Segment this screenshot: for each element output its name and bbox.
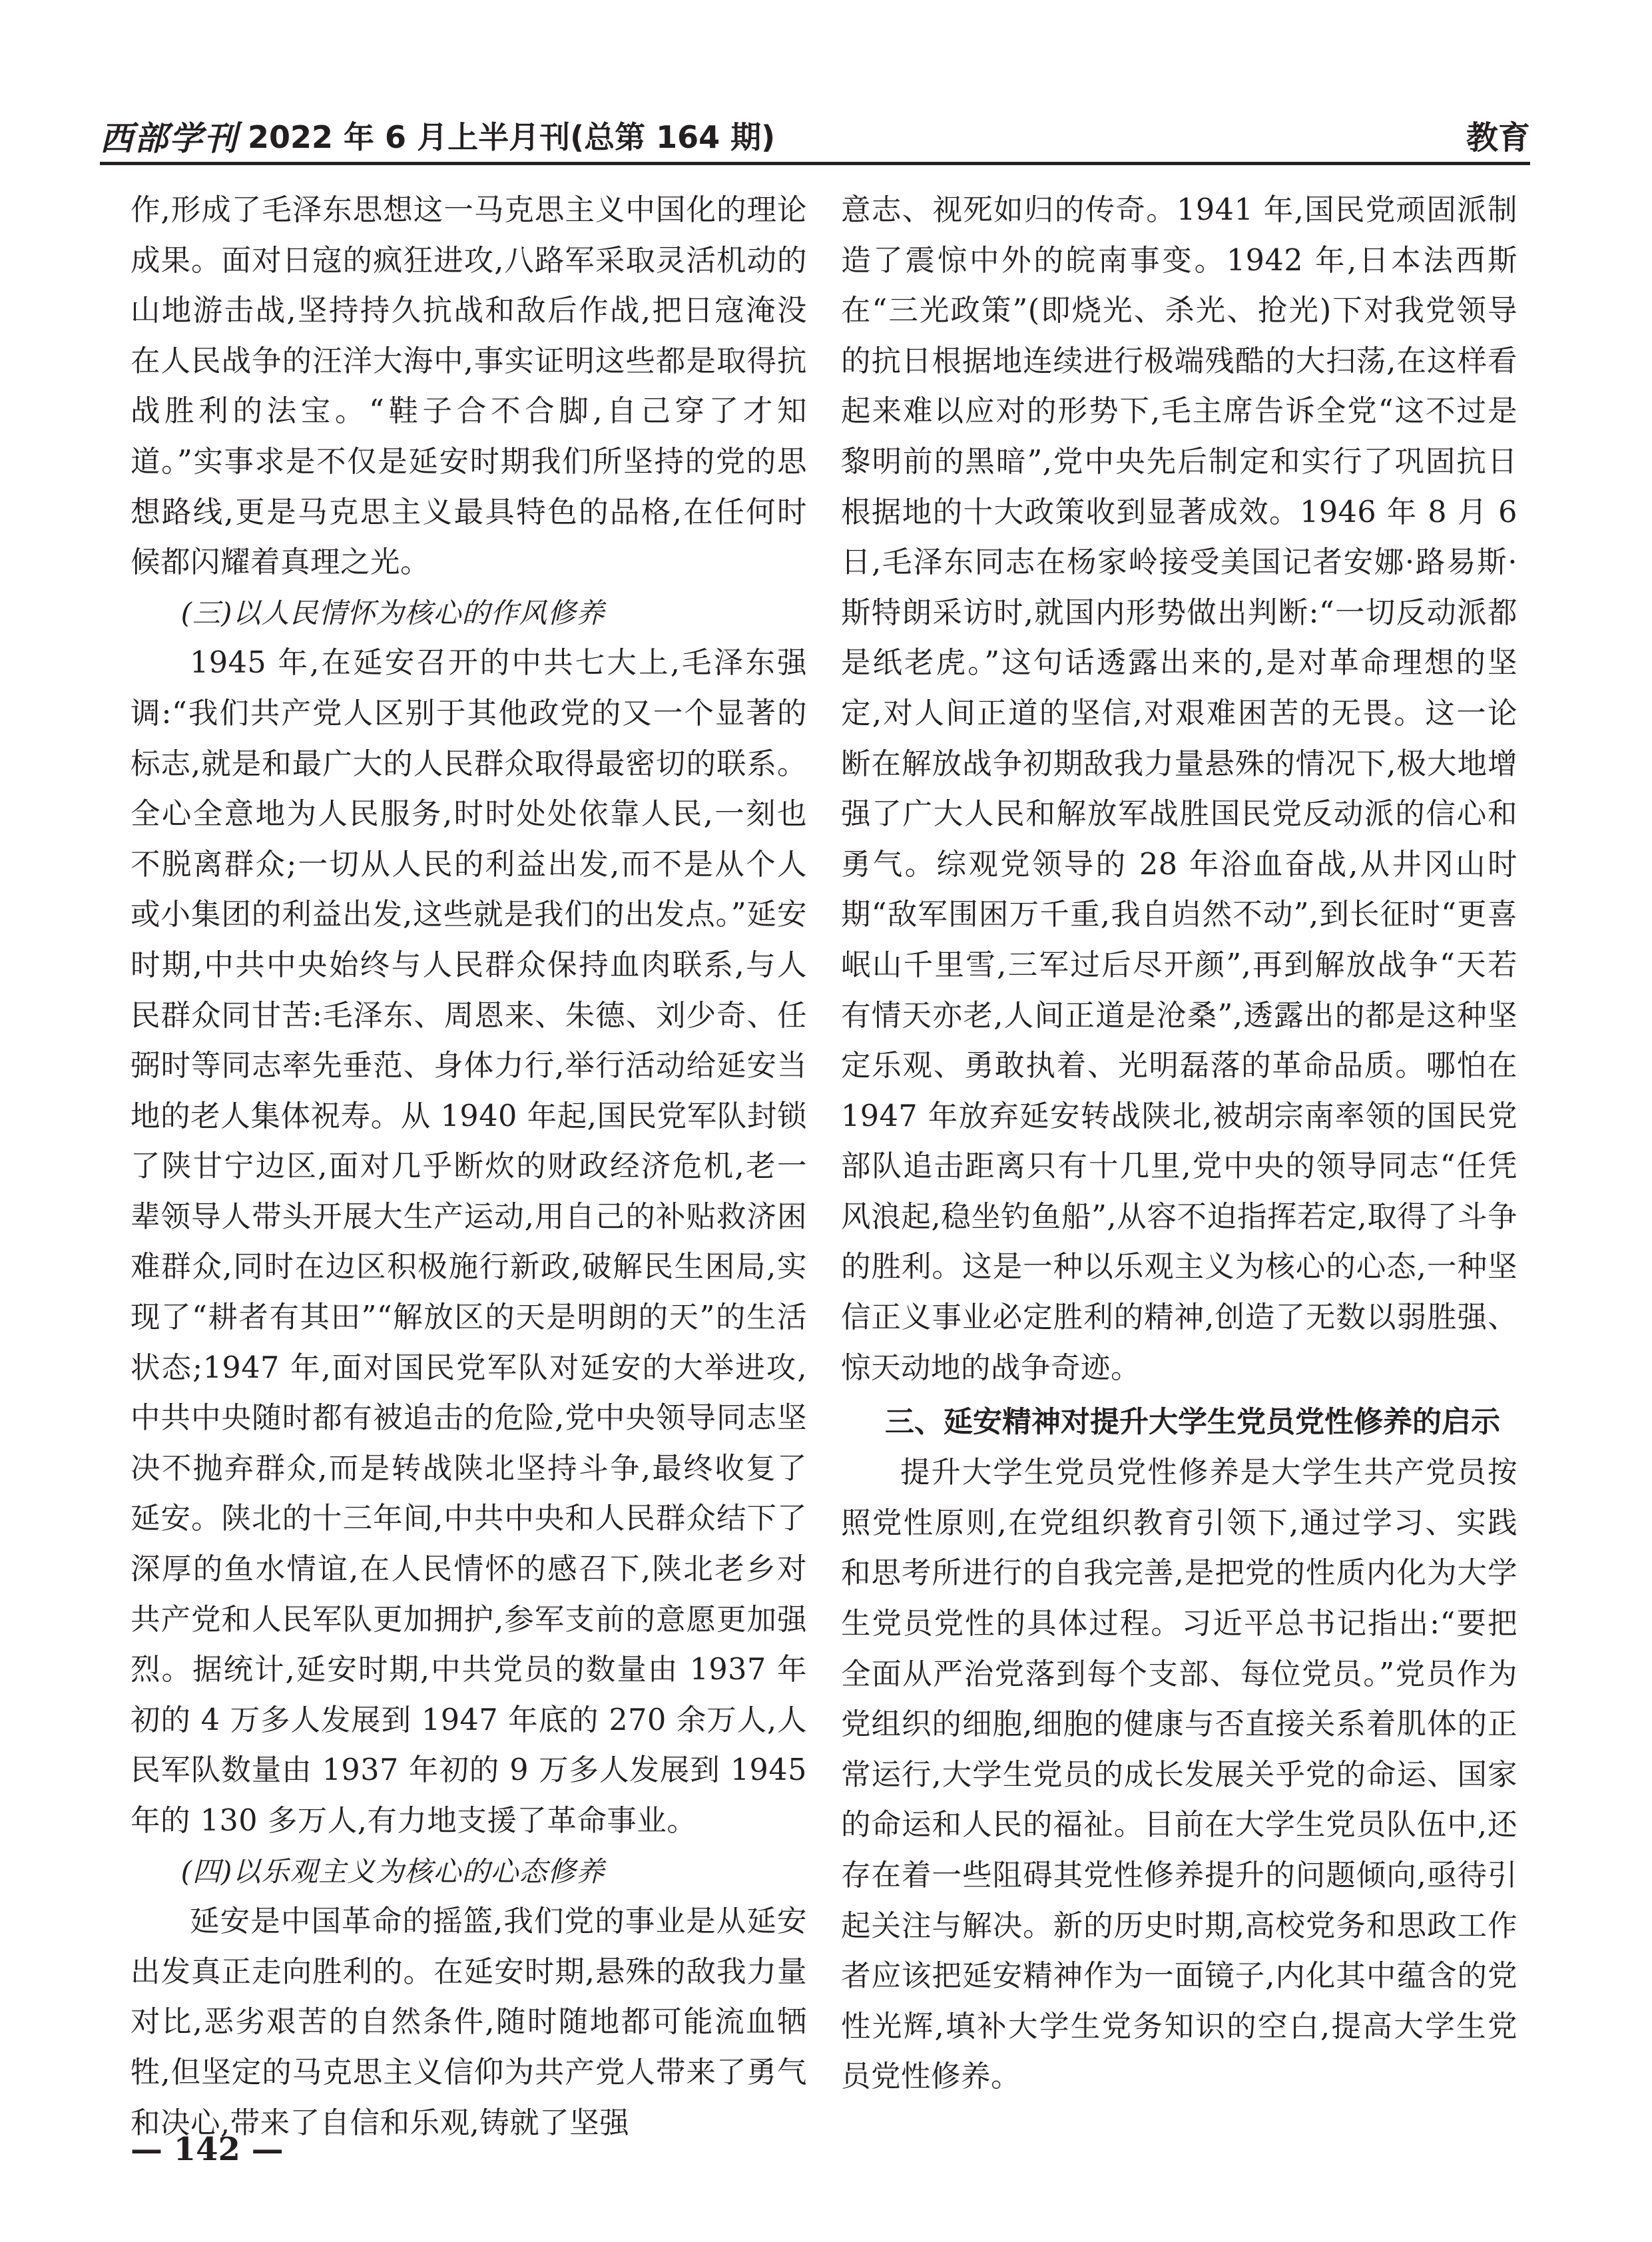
- subsection-heading: (三)以人民情怀为核心的作风修养: [180, 596, 605, 629]
- left-column: [131, 185, 807, 2148]
- paragraph: 延安是中国革命的摇篮,我们党的事业是从延安出发真正走向胜利的。在延安时期,悬殊的敌我力量对比,恶劣艰苦的自然条件,随时随地都可能流血牺牲,但坚定的马克思主义信仰为共产党人带来了勇气和决心,带来了自信和乐观,铸就了坚强: [131, 1904, 807, 2140]
- paragraph: 意志、视死如归的传奇。1941 年,国民党顽固派制造了震惊中外的皖南事变。1942 年,日本法西斯在“三光政策”(即烧光、杀光、抢光)下对我党领导的抗日根据地连续进行极端残酷的大扫荡,在这样看起来难以应对的形势下,毛主席告诉全党“这不过是黎明前的黑暗”,党中央先后制定和实行了巩固抗日根据地的十大政策收到显著成效。1946 年 8 月 6 日,毛泽东同志在杨家岭接受美国记者安娜·路易斯·斯特朗采访时,就国内形势做出判断:“一切反动派都是纸老虎。”这句话透露出来的,是对革命理想的坚定,对人间正道的坚信,对艰难困苦的无畏。这一论断在解放战争初期敌我力量悬殊的情况下,极大地增强了广大人民和解放军战胜国民党反动派的信心和勇气。综观党领导的 28 年浴血奋战,从井冈山时期“敌军围困万千重,我自岿然不动”,到长征时“更喜岷山千里雪,三军过后尽开颜”,再到解放战争“天若有情天亦老,人间正道是沧桑”,透露出的都是这种坚定乐观、勇敢执着、光明磊落的革命品质。哪怕在 1947 年放弃延安转战陕北,被胡宗南率领的国民党部队追击距离只有十几里,党中央的领导同志“任凭风浪起,稳坐钓鱼船”,从容不迫指挥若定,取得了斗争的胜利。这是一种以乐观主义为核心的心态,一种坚信正义事业必定胜利的精神,创造了无数以弱胜强、惊天动地的战争奇迹。: [841, 193, 1517, 1385]
- paragraph: 提升大学生党员党性修养是大学生共产党员按照党性原则,在党组织教育引领下,通过学习、实践和思考所进行的自我完善,是把党的性质内化为大学生党员党性的具体过程。习近平总书记指出:“要把全面从严治党落到每个支部、每位党员。”党员作为党组织的细胞,细胞的健康与否直接关系着肌体的正常运行,大学生党员的成长发展关乎党的命运、国家的命运和人民的福祉。目前在大学生党员队伍中,还存在着一些阻碍其党性修养提升的问题倾向,亟待引起关注与解决。新的历史时期,高校党务和思政工作者应该把延安精神作为一面镜子,内化其中蕴含的党性光辉,填补大学生党务知识的空白,提高大学生党员党性修养。: [841, 1456, 1517, 2094]
- page-header: [100, 112, 1530, 165]
- journal-logo: 西部学刊: [100, 119, 238, 158]
- paragraph: 作,形成了毛泽东思想这一马克思主义中国化的理论成果。面对日寇的疯狂进攻,八路军采取灵活机动的山地游击战,坚持持久抗战和敌后作战,把日寇淹没在人民战争的汪洋大海中,事实证明这些都是取得抗战胜利的法宝。“鞋子合不合脚,自己穿了才知道。”实事求是不仅是延安时期我们所坚持的党的思想路线,更是马克思主义最具特色的品格,在任何时候都闪耀着真理之光。: [131, 193, 807, 580]
- section-heading: 三、延安精神对提升大学生党员党性修养的启示: [885, 1405, 1500, 1440]
- page-number: — 142 —: [131, 2131, 284, 2168]
- subsection-heading: (四)以乐观主义为核心的心态修养: [180, 1854, 605, 1888]
- section-label: 教育: [1466, 119, 1530, 156]
- paragraph: 1945 年,在延安召开的中共七大上,毛泽东强调:“我们共产党人区别于其他政党的又一个显著的标志,就是和最广大的人民群众取得最密切的联系。全心全意地为人民服务,时时处处依靠人民,一刻也不脱离群众;一切从人民的利益出发,而不是从个人或小集团的利益出发,这些就是我们的出发点。”延安时期,中共中央始终与人民群众保持血肉联系,与人民群众同甘苦:毛泽东、周恩来、朱德、刘少奇、任弼时等同志率先垂范、身体力行,举行活动给延安当地的老人集体祝寿。从 1940 年起,国民党军队封锁了陕甘宁边区,面对几乎断炊的财政经济危机,老一辈领导人带头开展大生产运动,用自己的补贴救济困难群众,同时在边区积极施行新政,破解民生困局,实现了“耕者有其田”“解放区的天是明朗的天”的生活状态;1947 年,面对国民党军队对延安的大举进攻,中共中央随时都有被追击的危险,党中央领导同志坚决不抛弃群众,而是转战陕北坚持斗争,最终收复了延安。陕北的十三年间,中共中央和人民群众结下了深厚的鱼水情谊,在人民情怀的感召下,陕北老乡对共产党和人民军队更加拥护,参军支前的意愿更加强烈。据统计,延安时期,中共党员的数量由 1937 年初的 4 万多人发展到 1947 年底的 270 余万人,人民军队数量由 1937 年初的 9 万多人发展到 1945 年的 130 多万人,有力地支援了革命事业。: [131, 646, 807, 1838]
- header-rule: [100, 162, 1530, 165]
- issue-info: 2022 年 6 月上半月刊(总第 164 期): [248, 119, 776, 155]
- right-column: [841, 185, 1517, 2102]
